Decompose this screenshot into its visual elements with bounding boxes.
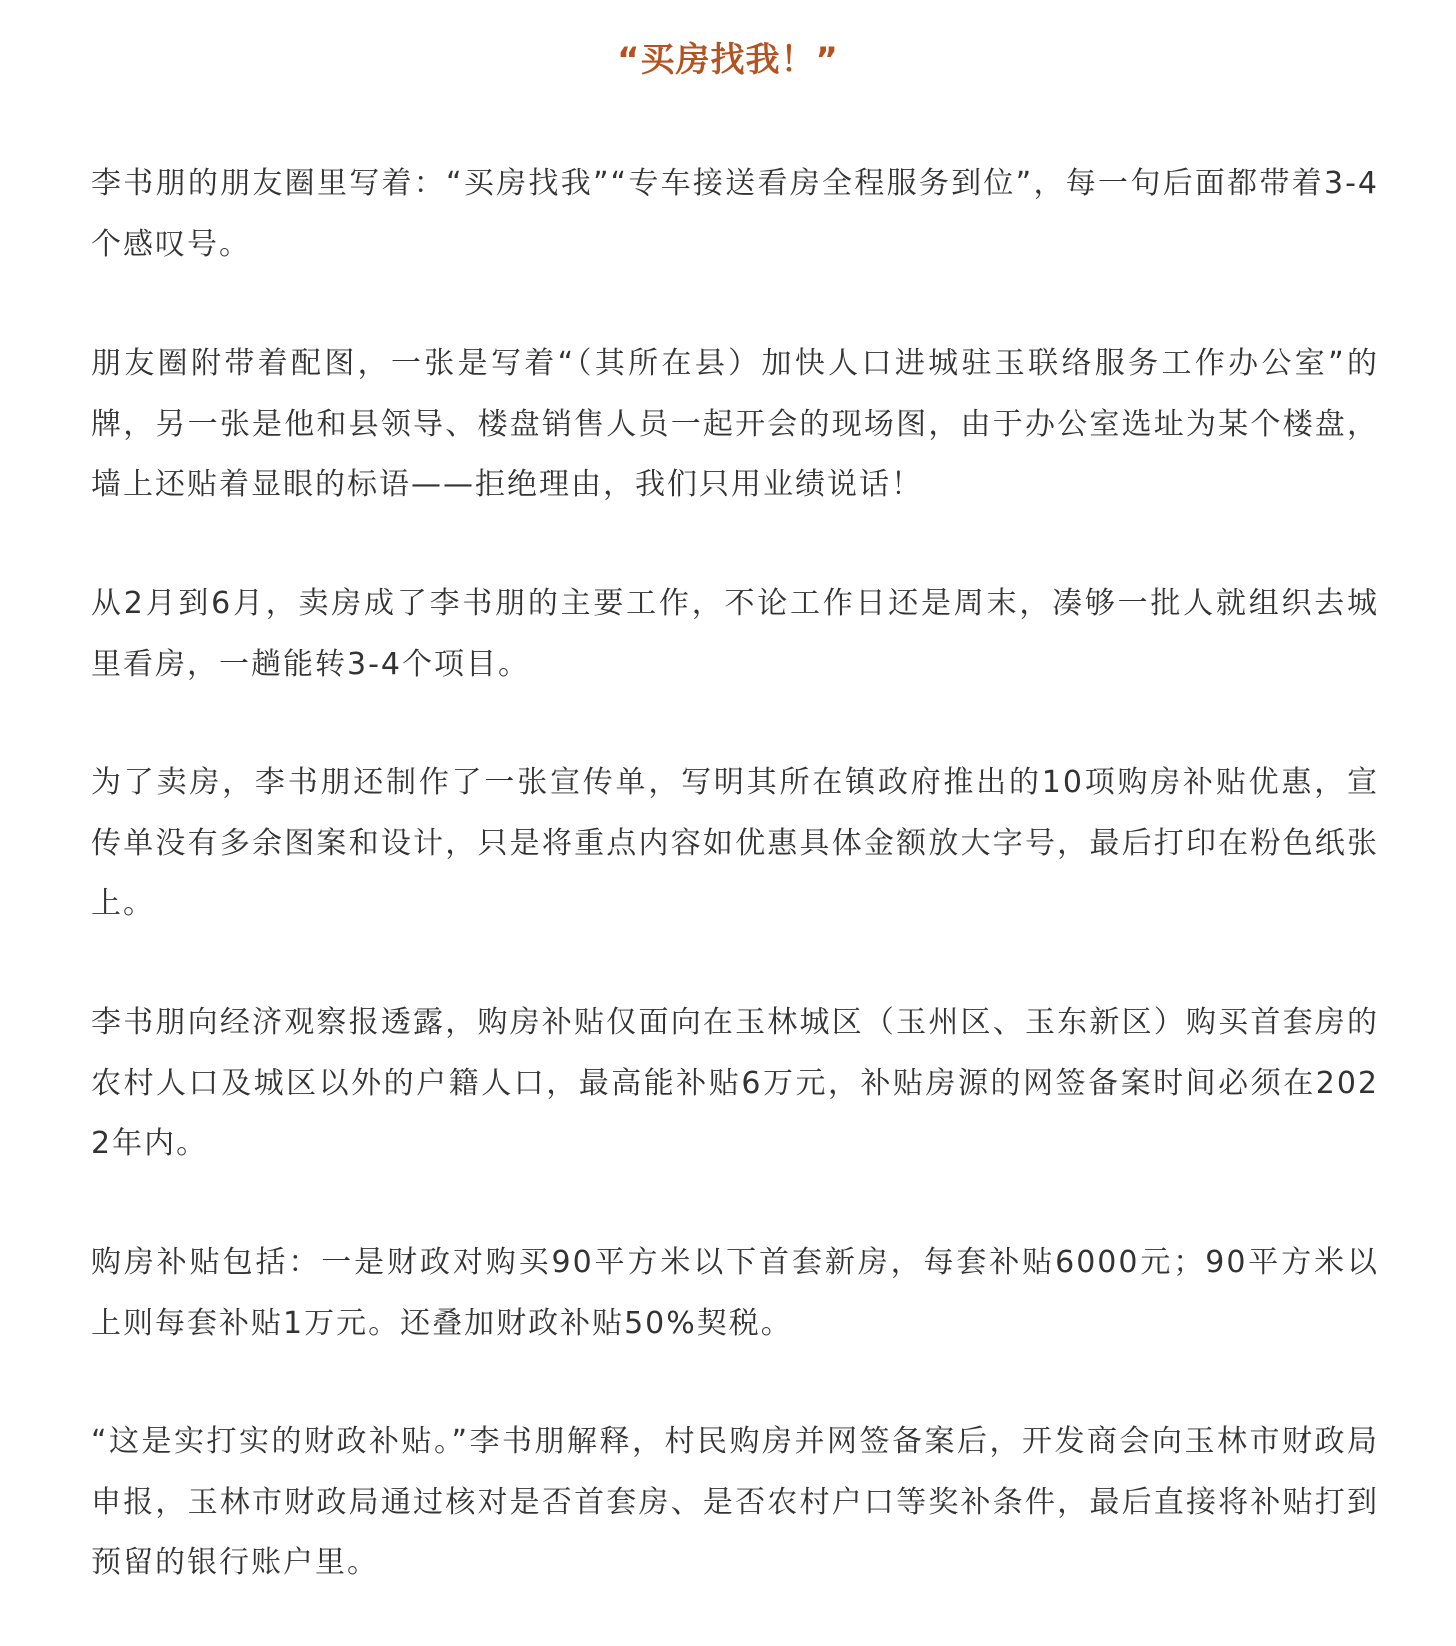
paragraph: 朋友圈附带着配图，一张是写着“（其所在县）加快人口进城驻玉联络服务工作办公室”的牌，另一张是他和县领导、楼盘销售人员一起开会的现场图，由于办公室选址为某个楼盘，墙上还贴着显眼的标语——拒绝理由，我们只用业绩说话！: [91, 346, 1379, 503]
paragraph: 购房补贴包括：一是财政对购买90平方米以下首套新房，每套补贴6000元；90平方米以上则每套补贴1万元。还叠加财政补贴50%契税。: [91, 1245, 1379, 1341]
paragraph: 李书朋向经济观察报透露，购房补贴仅面向在玉林城区（玉州区、玉东新区）购买首套房的农村人口及城区以外的户籍人口，最高能补贴6万元，补贴房源的网签备案时间必须在2022年内。: [91, 1005, 1379, 1162]
paragraph: “这是实打实的财政补贴。”李书朋解释，村民购房并网签备案后，开发商会向玉林市财政局申报，玉林市财政局通过核对是否首套房、是否农村户口等奖补条件，最后直接将补贴打到预留的银行账户里。: [91, 1424, 1379, 1581]
paragraph: 从2月到6月，卖房成了李书朋的主要工作，不论工作日还是周末，凑够一批人就组织去城里看房，一趟能转3-4个项目。: [91, 586, 1379, 682]
section-title: “买房找我！”: [617, 40, 839, 80]
paragraph: 为了卖房，李书朋还制作了一张宣传单，写明其所在镇政府推出的10项购房补贴优惠，宣传单没有多余图案和设计，只是将重点内容如优惠具体金额放大字号，最后打印在粉色纸张上。: [91, 765, 1379, 922]
paragraph: 李书朋的朋友圈里写着：“买房找我”“专车接送看房全程服务到位”，每一句后面都带着3-4个感叹号。: [91, 166, 1379, 262]
